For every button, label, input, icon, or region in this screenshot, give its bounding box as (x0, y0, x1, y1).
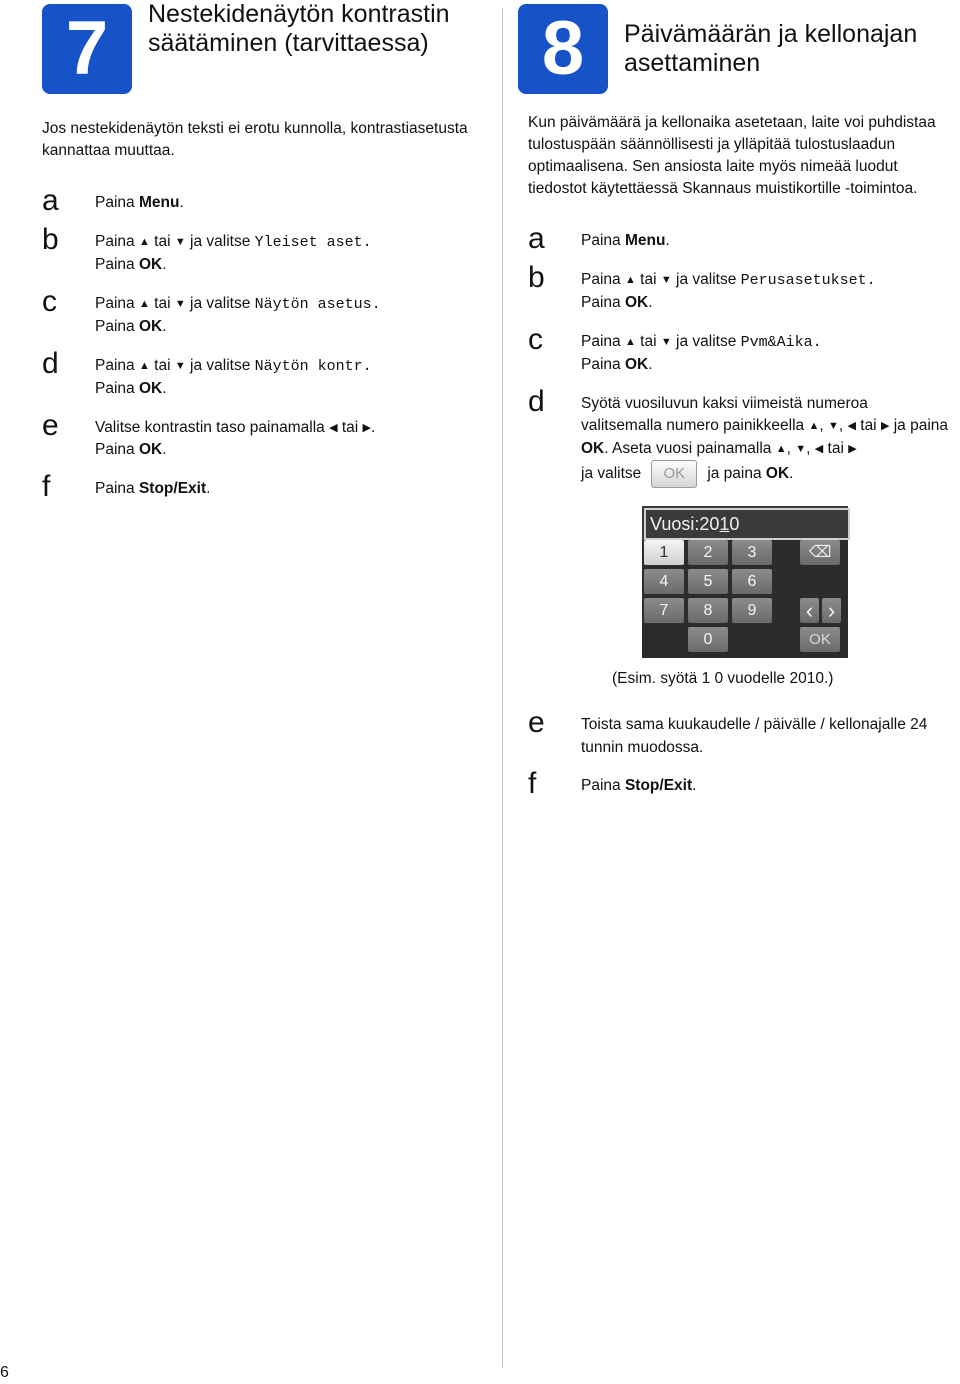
down-arrow-icon: ▼ (795, 442, 807, 455)
key-9[interactable]: 9 (732, 598, 772, 623)
step-text: ja valitse (671, 270, 741, 288)
step-f (42, 469, 482, 503)
step-b (42, 222, 482, 277)
step-text: . (648, 356, 653, 373)
step-text: . (789, 465, 794, 483)
right-arrow-icon: ▶ (880, 420, 890, 432)
chevron-right-icon[interactable]: › (822, 598, 841, 623)
step-text: Paina (581, 270, 625, 288)
step-letter: d (42, 346, 59, 380)
up-arrow-icon: ▲ (624, 335, 636, 348)
lcd-screen (642, 506, 848, 658)
menu-key-label: Menu (138, 194, 180, 211)
section-8-header (518, 0, 948, 100)
menu-option: Pvm&Aika. (740, 333, 822, 351)
left-arrow-icon: ◀ (329, 421, 338, 434)
step-letter: e (42, 408, 59, 442)
step-text: , (819, 417, 828, 434)
section-title: Päivämäärän ja kellonajan asettaminen (624, 20, 918, 77)
step-text: Syötä vuosiluvun kaksi viimeistä numeroa valitsemalla numero painikkeella (581, 394, 868, 434)
key-4[interactable]: 4 (644, 569, 684, 594)
ok-key-label: OK (138, 256, 163, 273)
step-text: . (179, 194, 184, 211)
step-f (528, 767, 948, 800)
step-text: . (692, 777, 697, 794)
step-text: , (838, 417, 848, 434)
step-d (528, 384, 949, 489)
section-title: Nestekidenäytön kontrastin säätäminen (tarvittaessa) (148, 0, 450, 57)
ok-key-label: OK (624, 294, 649, 311)
section-8 (528, 0, 948, 814)
right-arrow-icon: ▶ (848, 442, 857, 455)
step-letter: b (42, 222, 59, 256)
step-number-badge: 7 (42, 4, 132, 94)
down-arrow-icon: ▼ (174, 235, 186, 248)
step-text: ja valitse (671, 332, 741, 350)
key-1[interactable]: 1 (644, 540, 684, 565)
ok-key-label: OK (581, 439, 605, 457)
step-list-continued (528, 706, 948, 800)
step-text: . (370, 418, 376, 436)
up-arrow-icon: ▲ (138, 359, 150, 372)
step-text: Valitse kontrastin taso painamalla (95, 418, 330, 436)
section-7 (42, 0, 482, 516)
down-arrow-icon: ▼ (174, 297, 186, 310)
step-text: . (162, 318, 167, 335)
key-8[interactable]: 8 (688, 598, 728, 623)
down-arrow-icon: ▼ (827, 420, 839, 432)
step-letter: a (528, 222, 545, 255)
step-letter: b (528, 260, 545, 294)
ok-key-label: OK (624, 356, 649, 373)
stop-exit-key-label: Stop/Exit (624, 777, 693, 794)
page-number: 6 (0, 1364, 9, 1381)
step-text: ja valitse (581, 465, 642, 483)
step-text: . Aseta vuosi painamalla (604, 439, 776, 457)
menu-option: Näytön kontr. (254, 357, 372, 375)
step-a (42, 184, 482, 217)
step-letter: d (528, 384, 545, 418)
step-text: . (162, 256, 167, 273)
column-divider (502, 8, 503, 1368)
step-text: Paina (581, 294, 625, 311)
step-text: . (162, 380, 167, 397)
step-letter: f (528, 767, 537, 800)
intro-text: Jos nestekidenäytön teksti ei erotu kunnolla, kontrastiasetusta kannattaa muuttaa. (42, 120, 468, 159)
step-text: Paina (581, 232, 625, 249)
step-text: . (206, 479, 211, 497)
menu-option: Yleiset aset. (254, 233, 372, 251)
year-digit: 0 (729, 514, 740, 534)
key-0[interactable]: 0 (688, 627, 728, 652)
step-text: Paina (95, 479, 139, 497)
step-letter: a (42, 184, 59, 217)
step-text: Toista sama kuukaudelle / päivälle / kellonajalle 24 tunnin muodossa. (581, 716, 928, 756)
step-letter: e (528, 706, 545, 739)
step-text: tai (149, 294, 175, 312)
section-7-header (42, 0, 482, 100)
down-arrow-icon: ▼ (660, 273, 672, 286)
step-text: Paina (95, 356, 139, 374)
step-text: tai (823, 439, 849, 457)
step-text: Paina (95, 441, 139, 458)
step-text: tai (855, 417, 881, 434)
key-5[interactable]: 5 (688, 569, 728, 594)
left-arrow-icon: ◀ (814, 442, 824, 455)
ok-key-label: OK (138, 380, 163, 397)
key-6[interactable]: 6 (732, 569, 772, 594)
step-text: Paina (95, 380, 139, 397)
step-list (528, 222, 949, 488)
step-d (42, 346, 482, 401)
menu-option: Perusasetukset. (740, 271, 876, 289)
step-text: tai (149, 232, 175, 250)
key-2[interactable]: 2 (688, 540, 728, 565)
stop-exit-key-label: Stop/Exit (138, 479, 207, 497)
step-text: . (648, 294, 653, 311)
step-text: tai (635, 270, 661, 288)
ok-button[interactable]: OK (800, 627, 840, 652)
key-7[interactable]: 7 (644, 598, 684, 623)
menu-option: Näytön asetus. (254, 295, 381, 313)
up-arrow-icon: ▲ (808, 420, 820, 432)
step-text: ja paina (889, 417, 949, 434)
key-3[interactable]: 3 (732, 540, 772, 565)
step-text: Paina (95, 318, 139, 335)
ok-key-label: OK (765, 465, 790, 483)
step-text: Paina (95, 294, 139, 312)
step-text: Paina (95, 232, 139, 250)
menu-key-label: Menu (624, 232, 666, 249)
step-text: ja valitse (185, 232, 255, 250)
left-arrow-icon: ◀ (847, 420, 856, 432)
step-text: ja paina (707, 465, 766, 483)
step-b (528, 260, 948, 315)
example-caption: (Esim. syötä 1 0 vuodelle 2010.) (612, 670, 834, 687)
step-text: . (665, 232, 670, 249)
year-label: Vuosi:20 (650, 514, 720, 534)
down-arrow-icon: ▼ (174, 359, 186, 372)
step-text: Paina (95, 194, 139, 211)
step-list (42, 184, 482, 503)
ok-key-label: OK (138, 441, 163, 458)
year-input-display (644, 508, 850, 540)
up-arrow-icon: ▲ (138, 235, 150, 248)
step-e (528, 706, 948, 759)
step-text: tai (337, 418, 363, 436)
right-arrow-icon: ▶ (362, 421, 371, 434)
up-arrow-icon: ▲ (775, 442, 787, 455)
step-text: tai (149, 356, 175, 374)
up-arrow-icon: ▲ (138, 297, 150, 310)
step-letter: c (42, 284, 57, 318)
step-text: . (162, 441, 167, 458)
step-text: tai (635, 332, 661, 350)
chevron-left-icon[interactable]: ‹ (800, 598, 819, 623)
down-arrow-icon: ▼ (660, 335, 672, 348)
step-a (528, 222, 948, 255)
step-letter: c (528, 322, 543, 356)
step-text: ja valitse (185, 356, 255, 374)
step-number-badge: 8 (518, 4, 608, 94)
step-text: , (806, 439, 815, 457)
ok-button-image: OK (651, 460, 697, 488)
step-text: Paina (581, 332, 625, 350)
backspace-icon[interactable]: ⌫ (800, 540, 840, 565)
up-arrow-icon: ▲ (624, 273, 636, 286)
keypad (642, 540, 848, 658)
step-text: Paina (581, 777, 625, 794)
ok-key-label: OK (138, 318, 163, 335)
cursor-digit: 1 (719, 514, 730, 534)
step-c (42, 284, 482, 339)
step-letter: f (42, 469, 51, 503)
step-text: Paina (581, 356, 625, 373)
step-text: , (786, 439, 796, 457)
step-e (42, 408, 482, 462)
step-text: Paina (95, 256, 139, 273)
step-c (528, 322, 948, 377)
intro-text: Kun päivämäärä ja kellonaika asetetaan, laite voi puhdistaa tulostuspään säännöllisesti ja ylläpitää tulostuslaadun optimaalisena. Sen ansiosta laite myös nimeää luodut tiedostot käytettäessä Skannaus muistikortille -toimintoa. (528, 114, 936, 197)
step-text: ja valitse (185, 294, 255, 312)
